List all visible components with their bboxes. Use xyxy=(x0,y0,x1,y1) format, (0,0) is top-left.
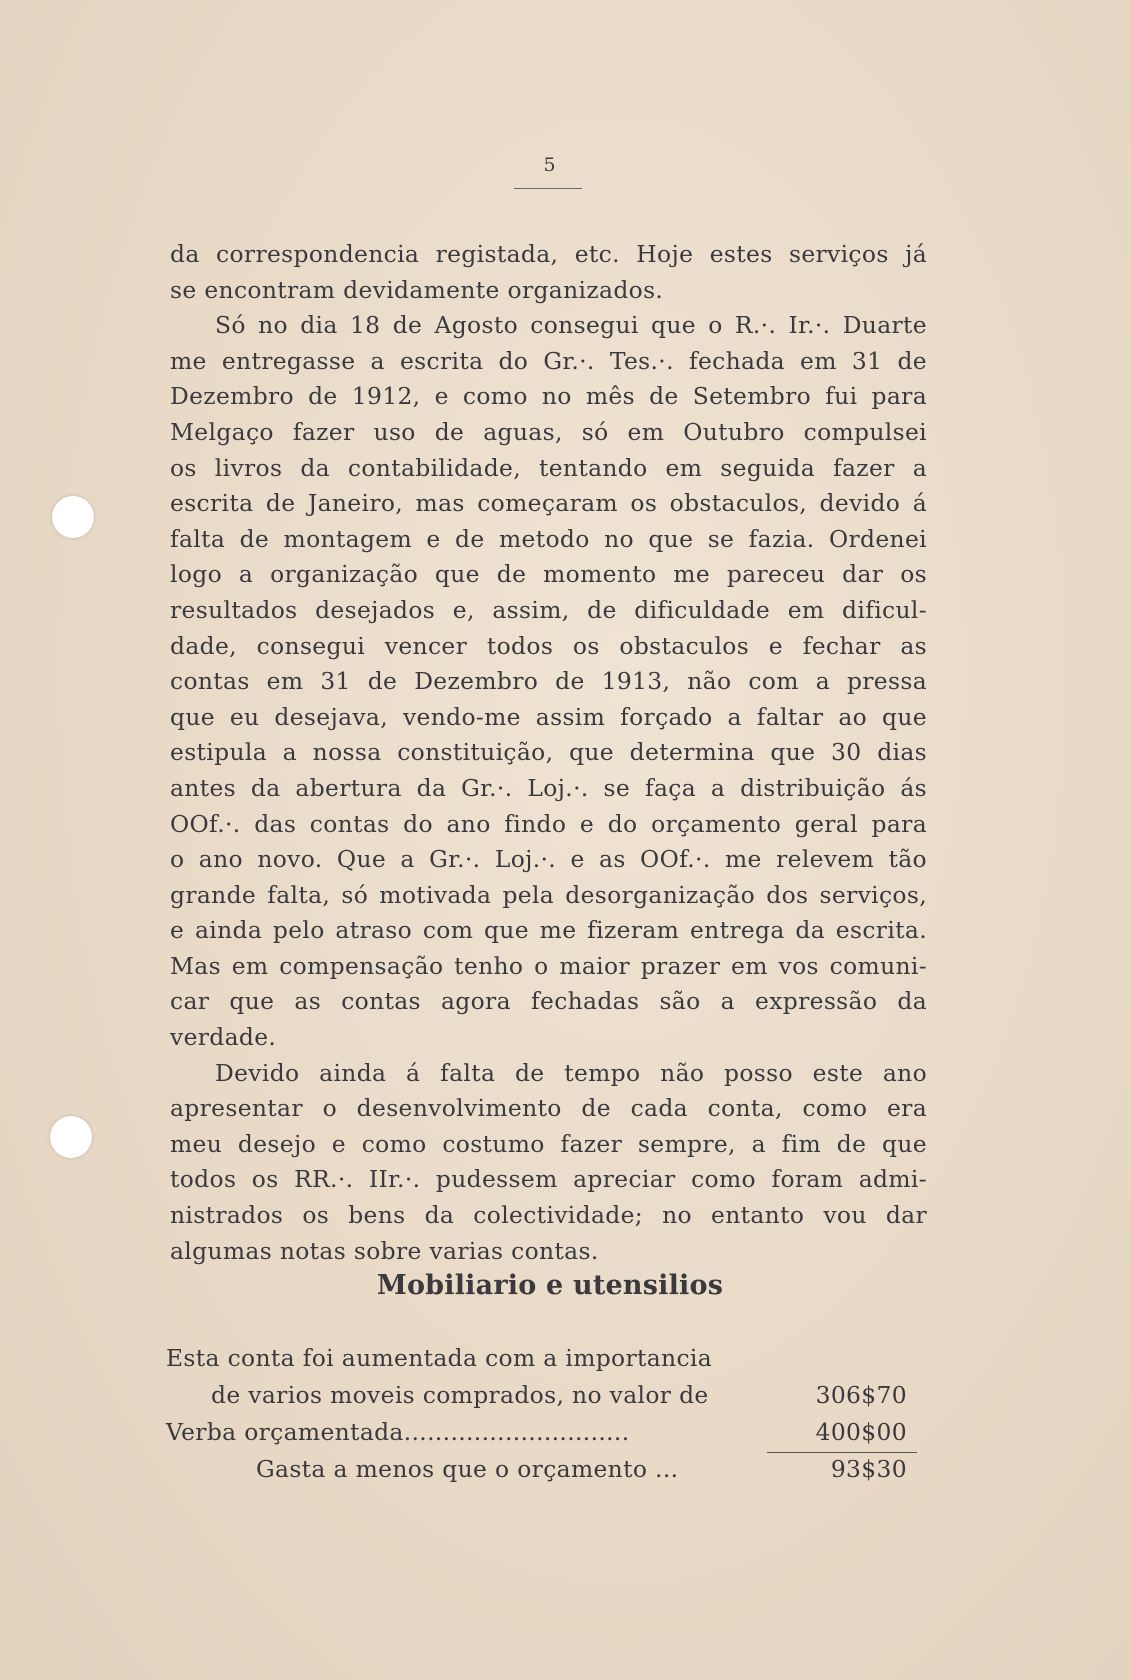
text-line: meu desejo e como costumo fazer sempre, a fim de que xyxy=(170,1129,927,1158)
page-number: 5 xyxy=(543,154,557,176)
text-line: e ainda pelo atraso com que me fizeram entrega da escrita. xyxy=(170,916,927,945)
text-line: Só no dia 18 de Agosto consegui que o R.·. Ir.·. Duarte xyxy=(215,311,927,340)
text-line: antes da abertura da Gr.·. Loj.·. se faça a distribuição ás xyxy=(170,773,927,802)
ledger-label: Verba orçamentada............................. xyxy=(166,1418,630,1446)
body-text xyxy=(170,237,927,1269)
ledger-amount: 306$70 xyxy=(815,1381,907,1409)
ledger-label: de varios moveis comprados, no valor de xyxy=(211,1381,709,1409)
text-line: o ano novo. Que a Gr.·. Loj.·. e as OOf.·. me relevem tão xyxy=(170,845,927,874)
ledger-label: Esta conta foi aumentada com a importancia xyxy=(166,1344,713,1372)
ledger-row xyxy=(166,1414,926,1451)
ledger-row xyxy=(166,1451,926,1488)
text-line: Devido ainda á falta de tempo não posso este ano xyxy=(215,1058,927,1087)
text-line: todos os RR.·. IIr.·. pudessem apreciar como foram admi- xyxy=(170,1165,927,1194)
page-number-rule xyxy=(514,188,582,189)
text-line: Melgaço fazer uso de aguas, só em Outubro compulsei xyxy=(170,417,927,446)
text-line: logo a organização que de momento me pareceu dar os xyxy=(170,560,927,589)
text-line: Mas em compensação tenho o maior prazer em vos comuni- xyxy=(170,951,927,980)
section-title: Mobiliario e utensilios xyxy=(376,1270,724,1301)
punch-hole xyxy=(50,1116,92,1158)
text-line: nistrados os bens da colectividade; no entanto vou dar xyxy=(170,1201,927,1230)
text-line: da correspondencia registada, etc. Hoje estes serviços já xyxy=(170,240,927,268)
text-line: algumas notas sobre varias contas. xyxy=(170,1236,599,1265)
text-line: grande falta, só motivada pela desorganização dos serviços, xyxy=(170,880,927,909)
punch-hole xyxy=(52,496,94,538)
text-line: contas em 31 de Dezembro de 1913, não com a pressa xyxy=(170,667,927,696)
text-line: os livros da contabilidade, tentando em seguida fazer a xyxy=(170,453,927,482)
text-line: estipula a nossa constituição, que determina que 30 dias xyxy=(170,738,927,767)
text-line: OOf.·. das contas do ano findo e do orçamento geral para xyxy=(170,809,927,838)
text-line: falta de montagem e de metodo no que se fazia. Ordenei xyxy=(170,524,927,553)
text-line: Dezembro de 1912, e como no mês de Setembro fui para xyxy=(170,382,927,411)
text-line: me entregasse a escrita do Gr.·. Tes.·. fechada em 31 de xyxy=(170,346,927,375)
ledger-table xyxy=(166,1340,926,1488)
ledger-label: Gasta a menos que o orçamento ... xyxy=(256,1455,679,1483)
text-line: car que as contas agora fechadas são a expressão da verdade. xyxy=(170,987,927,1052)
ledger-row xyxy=(166,1340,926,1377)
text-line: resultados desejados e, assim, de dificuldade em dificul- xyxy=(170,595,927,624)
text-line: escrita de Janeiro, mas começaram os obstaculos, devido á xyxy=(170,489,927,518)
text-line: que eu desejava, vendo-me assim forçado a faltar ao que xyxy=(170,702,927,731)
ledger-amount: 93$30 xyxy=(830,1455,907,1483)
text-line: dade, consegui vencer todos os obstaculos e fechar as xyxy=(170,631,927,660)
text-line: apresentar o desenvolvimento de cada conta, como era xyxy=(170,1094,927,1123)
ledger-amount: 400$00 xyxy=(815,1418,907,1446)
ledger-row xyxy=(166,1377,926,1414)
text-line: se encontram devidamente organizados. xyxy=(170,275,664,304)
